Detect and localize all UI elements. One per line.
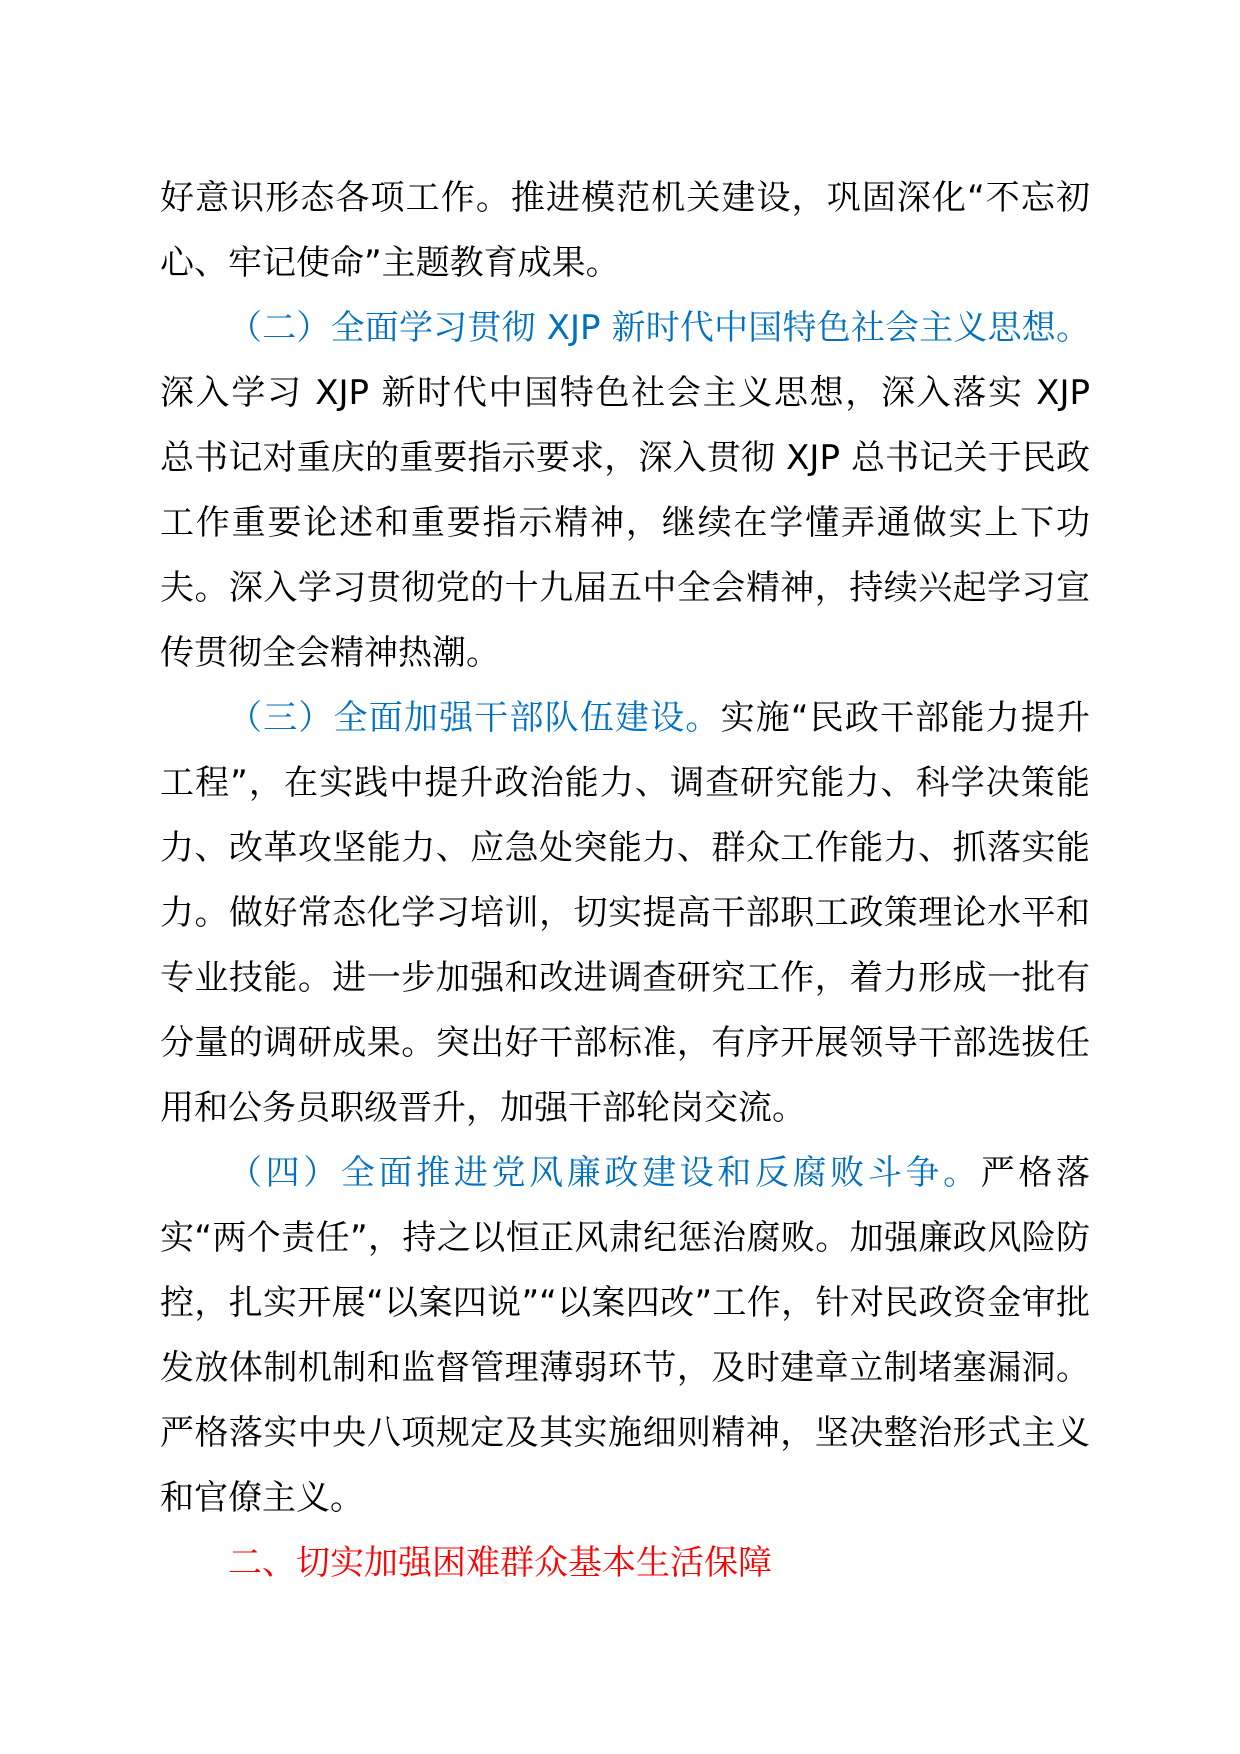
paragraph-cadre-building (160, 686, 1090, 1141)
paragraph-heading: （四）全面推进党风廉政建设和反腐败斗争。 (228, 1153, 981, 1193)
paragraph-continuation (160, 166, 1090, 296)
paragraph-anti-corruption (160, 1141, 1090, 1531)
paragraph-body: 严格落实“两个责任”，持之以恒正风肃纪惩治腐败。加强廉政风险防控，扎实开展“以案四说”“以案四改”工作，针对民政资金审批发放体制机制和监督管理薄弱环节，及时建章立制堵塞漏洞。严格落实中央八项规定及其实施细则精神，坚决整治形式主义和官僚主义。 (160, 1153, 1091, 1518)
section-heading: 二、切实加强困难群众基本生活保障 (228, 1543, 772, 1583)
paragraph-study-thought (160, 296, 1090, 686)
paragraph-body: 实施“民政干部能力提升工程”，在实践中提升政治能力、调查研究能力、科学决策能力、改革攻坚能力、应急处突能力、群众工作能力、抓落实能力。做好常态化学习培训，切实提高干部职工政策理论水平和专业技能。进一步加强和改进调查研究工作，着力形成一批有分量的调研成果。突出好干部标准，有序开展领导干部选拔任用和公务员职级晋升，加强干部轮岗交流。 (160, 698, 1090, 1128)
paragraph-body: 深入学习 XJP 新时代中国特色社会主义思想，深入落实 XJP 总书记对重庆的重要指示要求，深入贯彻 XJP 总书记关于民政工作重要论述和重要指示精神，继续在学懂弄通做实上下功夫。深入学习贯彻党的十九届五中全会精神，持续兴起学习宣传贯彻全会精神热潮。 (160, 373, 1090, 673)
paragraph-heading: （三）全面加强干部队伍建设。 (228, 698, 721, 738)
paragraph-body: 好意识形态各项工作。推进模范机关建设，巩固深化“不忘初心、牢记使命”主题教育成果。 (160, 178, 1090, 283)
document-page (160, 166, 1090, 1596)
paragraph-heading: （二）全面学习贯彻 XJP 新时代中国特色社会主义思想。 (228, 308, 1090, 348)
